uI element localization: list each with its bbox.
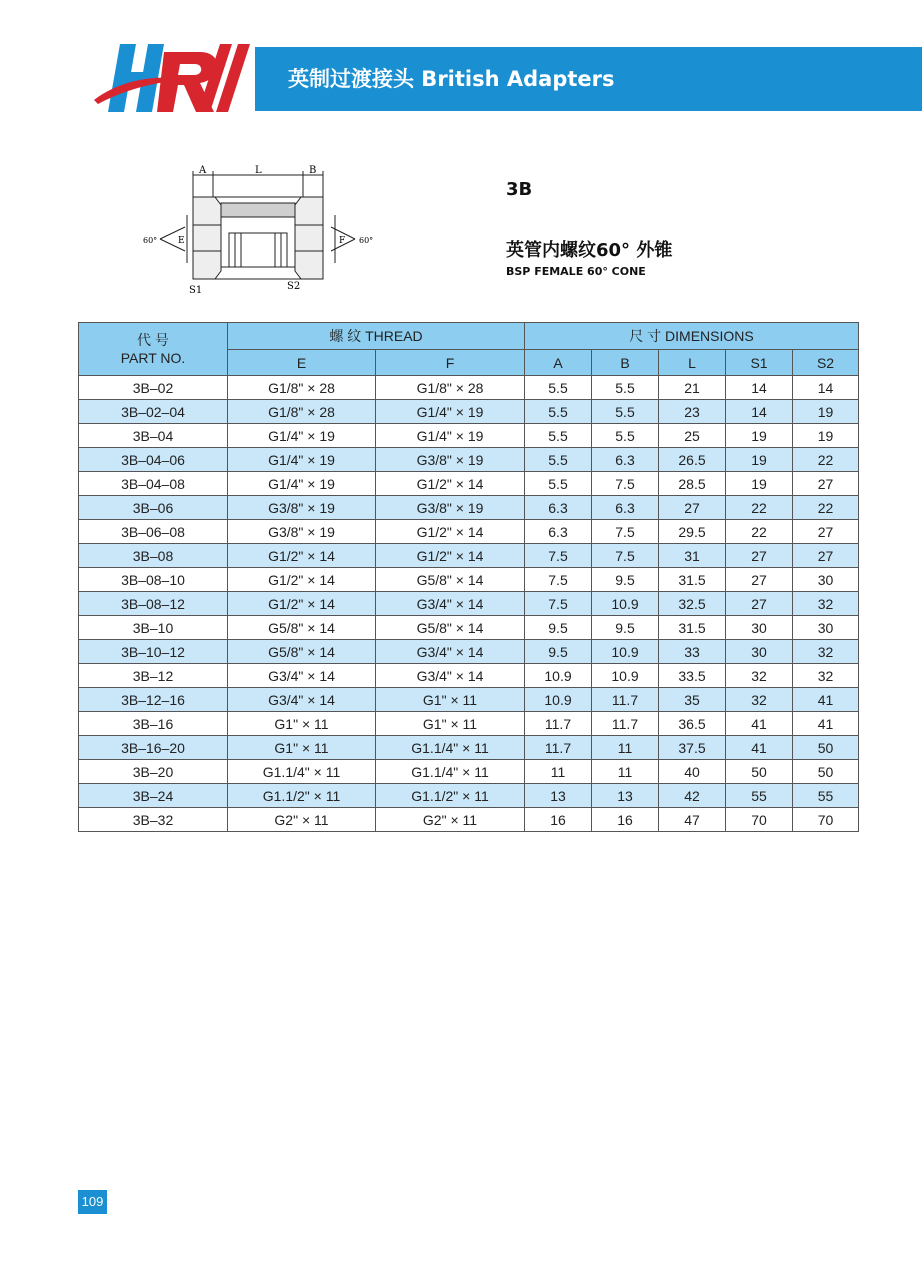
dim-s1-cell: 27 [726,544,793,568]
dim-l-cell: 31 [659,544,726,568]
dim-l-cell: 31.5 [659,616,726,640]
dim-a-cell: 5.5 [525,448,592,472]
dim-s2-cell: 32 [793,640,859,664]
dim-s2-cell: 55 [793,784,859,808]
dim-a-cell: 10.9 [525,688,592,712]
dim-b-cell: 11.7 [592,712,659,736]
thread-e-cell: G1/4" × 19 [228,448,376,472]
dim-s2-cell: 14 [793,376,859,400]
dim-s2-cell: 22 [793,448,859,472]
spec-table-body [79,376,859,832]
thread-e-cell: G1/8" × 28 [228,400,376,424]
dim-s1-cell: 50 [726,760,793,784]
thread-e-cell: G3/4" × 14 [228,688,376,712]
table-row [79,376,859,400]
thread-f-cell: G5/8" × 14 [376,616,525,640]
dim-s2-cell: 32 [793,664,859,688]
part-no-cell: 3B–08 [79,544,228,568]
thread-f-cell: G1" × 11 [376,712,525,736]
dim-s2-cell: 70 [793,808,859,832]
thread-e-cell: G2" × 11 [228,808,376,832]
dim-b-cell: 11 [592,736,659,760]
table-row [79,688,859,712]
table-row [79,544,859,568]
col-a-header: A [525,350,592,376]
thread-e-cell: G3/4" × 14 [228,664,376,688]
thread-e-cell: G5/8" × 14 [228,640,376,664]
thread-e-cell: G1/2" × 14 [228,544,376,568]
part-no-cell: 3B–20 [79,760,228,784]
table-row [79,736,859,760]
dim-a-cell: 7.5 [525,592,592,616]
thread-f-cell: G1.1/4" × 11 [376,760,525,784]
dim-a-cell: 9.5 [525,640,592,664]
part-no-cell: 3B–02 [79,376,228,400]
dim-l-cell: 33 [659,640,726,664]
dim-b-cell: 9.5 [592,568,659,592]
dim-l-cell: 42 [659,784,726,808]
dim-s2-label: S2 [287,281,301,292]
thread-e-cell: G1.1/2" × 11 [228,784,376,808]
dim-s1-cell: 30 [726,640,793,664]
part-no-cell: 3B–24 [79,784,228,808]
part-no-cell: 3B–08–10 [79,568,228,592]
hr-brand-logo-icon [92,38,267,118]
thread-f-cell: G1/8" × 28 [376,376,525,400]
thread-e-cell: G1/2" × 14 [228,592,376,616]
dim-a-cell: 9.5 [525,616,592,640]
product-code: 3B [506,179,533,200]
table-row [79,448,859,472]
dim-a-cell: 11.7 [525,736,592,760]
dim-a-cell: 11.7 [525,712,592,736]
dim-s2-cell: 22 [793,496,859,520]
part-no-cell: 3B–12 [79,664,228,688]
part-no-header-en: PART NO. [120,350,186,366]
dim-a-cell: 10.9 [525,664,592,688]
dim-s2-cell: 27 [793,544,859,568]
part-no-header [79,323,228,376]
part-no-cell: 3B–04–08 [79,472,228,496]
thread-e-cell: G1/4" × 19 [228,472,376,496]
thread-e-cell: G1" × 11 [228,712,376,736]
dim-b-cell: 5.5 [592,376,659,400]
dim-b-cell: 5.5 [592,400,659,424]
spec-table [78,322,859,832]
part-no-cell: 3B–06–08 [79,520,228,544]
product-title-en: BSP FEMALE 60° CONE [506,265,646,278]
thread-f-cell: G5/8" × 14 [376,568,525,592]
thread-e-cell: G3/8" × 19 [228,520,376,544]
page-number: 109 [78,1190,107,1214]
part-no-cell: 3B–12–16 [79,688,228,712]
dim-b-cell: 7.5 [592,472,659,496]
part-no-cell: 3B–08–12 [79,592,228,616]
dim-l-cell: 37.5 [659,736,726,760]
dim-l-cell: 35 [659,688,726,712]
dim-s1-label: S1 [189,285,203,296]
table-row [79,400,859,424]
dim-b-cell: 10.9 [592,640,659,664]
col-b-header: B [592,350,659,376]
dim-a-cell: 6.3 [525,520,592,544]
dim-s2-cell: 19 [793,400,859,424]
dim-s1-cell: 32 [726,688,793,712]
dim-l-cell: 40 [659,760,726,784]
thread-e-cell: G3/8" × 19 [228,496,376,520]
dim-l-cell: 32.5 [659,592,726,616]
table-row [79,760,859,784]
dim-l-cell: 21 [659,376,726,400]
dim-l-cell: 29.5 [659,520,726,544]
thread-e-cell: G1/4" × 19 [228,424,376,448]
dim-s2-cell: 19 [793,424,859,448]
dim-b-cell: 16 [592,808,659,832]
part-no-cell: 3B–04 [79,424,228,448]
dim-a-cell: 16 [525,808,592,832]
part-no-cell: 3B–16–20 [79,736,228,760]
thread-f-cell: G3/4" × 14 [376,664,525,688]
dim-l-cell: 33.5 [659,664,726,688]
thread-e-cell: G1/2" × 14 [228,568,376,592]
dim-a-cell: 7.5 [525,568,592,592]
table-row [79,472,859,496]
thread-e-cell: G1" × 11 [228,736,376,760]
dim-e-label: E [178,236,185,246]
dim-s1-cell: 55 [726,784,793,808]
dim-b-cell: 7.5 [592,544,659,568]
dim-b-cell: 10.9 [592,664,659,688]
part-no-cell: 3B–16 [79,712,228,736]
table-row [79,808,859,832]
dim-a-cell: 5.5 [525,400,592,424]
thread-f-cell: G2" × 11 [376,808,525,832]
dim-s1-cell: 19 [726,472,793,496]
part-no-cell: 3B–10 [79,616,228,640]
part-no-header-cn: 代 号 [137,332,169,348]
thread-f-cell: G3/4" × 14 [376,592,525,616]
dim-s1-cell: 32 [726,664,793,688]
thread-f-cell: G3/8" × 19 [376,448,525,472]
dim-b-cell: 9.5 [592,616,659,640]
thread-f-cell: G3/4" × 14 [376,640,525,664]
thread-f-cell: G1/4" × 19 [376,424,525,448]
page-title: 英制过渡接头 British Adapters [288,67,615,91]
table-row [79,664,859,688]
dimensions-header: 尺 寸 DIMENSIONS [525,323,859,350]
dim-a-cell: 6.3 [525,496,592,520]
dim-l-cell: 31.5 [659,568,726,592]
dim-s1-cell: 14 [726,400,793,424]
part-no-cell: 3B–06 [79,496,228,520]
thread-f-cell: G1/2" × 14 [376,544,525,568]
dim-b-cell: 6.3 [592,448,659,472]
dim-b-cell: 7.5 [592,520,659,544]
adapter-drawing [135,163,380,303]
dim-b-cell: 10.9 [592,592,659,616]
thread-f-cell: G1/2" × 14 [376,520,525,544]
thread-f-cell: G3/8" × 19 [376,496,525,520]
product-title-cn: 英管内螺纹60° 外锥 [506,240,673,261]
dim-s2-cell: 32 [793,592,859,616]
table-row [79,784,859,808]
dim-b-cell: 5.5 [592,424,659,448]
dim-s1-cell: 22 [726,520,793,544]
thread-e-cell: G5/8" × 14 [228,616,376,640]
dim-s1-cell: 14 [726,376,793,400]
dim-s1-cell: 19 [726,424,793,448]
dim-s2-cell: 41 [793,688,859,712]
part-no-cell: 3B–32 [79,808,228,832]
dim-l-cell: 36.5 [659,712,726,736]
dim-b-cell: 11 [592,760,659,784]
dim-a-label: A [199,165,207,176]
dim-s2-cell: 50 [793,736,859,760]
dim-a-cell: 11 [525,760,592,784]
col-s2-header: S2 [793,350,859,376]
table-row [79,712,859,736]
dim-s2-cell: 50 [793,760,859,784]
part-no-cell: 3B–02–04 [79,400,228,424]
dim-a-cell: 7.5 [525,544,592,568]
dim-b-label: B [309,165,317,176]
table-row [79,592,859,616]
angle-right-label: 60° [359,236,374,245]
dim-l-cell: 47 [659,808,726,832]
dim-s1-cell: 27 [726,592,793,616]
dim-a-cell: 13 [525,784,592,808]
dim-b-cell: 6.3 [592,496,659,520]
dim-s1-cell: 70 [726,808,793,832]
table-row [79,520,859,544]
table-row [79,616,859,640]
dim-a-cell: 5.5 [525,424,592,448]
dim-l-cell: 28.5 [659,472,726,496]
dim-s1-cell: 41 [726,736,793,760]
thread-f-cell: G1/4" × 19 [376,400,525,424]
dim-s1-cell: 19 [726,448,793,472]
dim-l-cell: 25 [659,424,726,448]
table-row [79,568,859,592]
dim-s2-cell: 41 [793,712,859,736]
dim-a-cell: 5.5 [525,376,592,400]
dim-l-cell: 26.5 [659,448,726,472]
dim-l-cell: 27 [659,496,726,520]
thread-f-cell: G1.1/4" × 11 [376,736,525,760]
table-row [79,424,859,448]
thread-header: 螺 纹 THREAD [228,323,525,350]
dim-s2-cell: 30 [793,616,859,640]
col-f-header: F [376,350,525,376]
thread-e-cell: G1/8" × 28 [228,376,376,400]
dim-s1-cell: 22 [726,496,793,520]
table-row [79,496,859,520]
dim-s1-cell: 41 [726,712,793,736]
dim-b-cell: 13 [592,784,659,808]
dim-f-label: F [339,236,346,246]
dim-s2-cell: 30 [793,568,859,592]
dim-a-cell: 5.5 [525,472,592,496]
dim-l-label: L [255,165,262,176]
dim-s2-cell: 27 [793,472,859,496]
thread-f-cell: G1.1/2" × 11 [376,784,525,808]
angle-left-label: 60° [143,236,158,245]
thread-f-cell: G1" × 11 [376,688,525,712]
col-l-header: L [659,350,726,376]
part-no-cell: 3B–10–12 [79,640,228,664]
part-no-cell: 3B–04–06 [79,448,228,472]
col-s1-header: S1 [726,350,793,376]
dim-l-cell: 23 [659,400,726,424]
dim-s1-cell: 27 [726,568,793,592]
table-row [79,640,859,664]
dim-b-cell: 11.7 [592,688,659,712]
col-e-header: E [228,350,376,376]
dim-s1-cell: 30 [726,616,793,640]
thread-f-cell: G1/2" × 14 [376,472,525,496]
dim-s2-cell: 27 [793,520,859,544]
thread-e-cell: G1.1/4" × 11 [228,760,376,784]
